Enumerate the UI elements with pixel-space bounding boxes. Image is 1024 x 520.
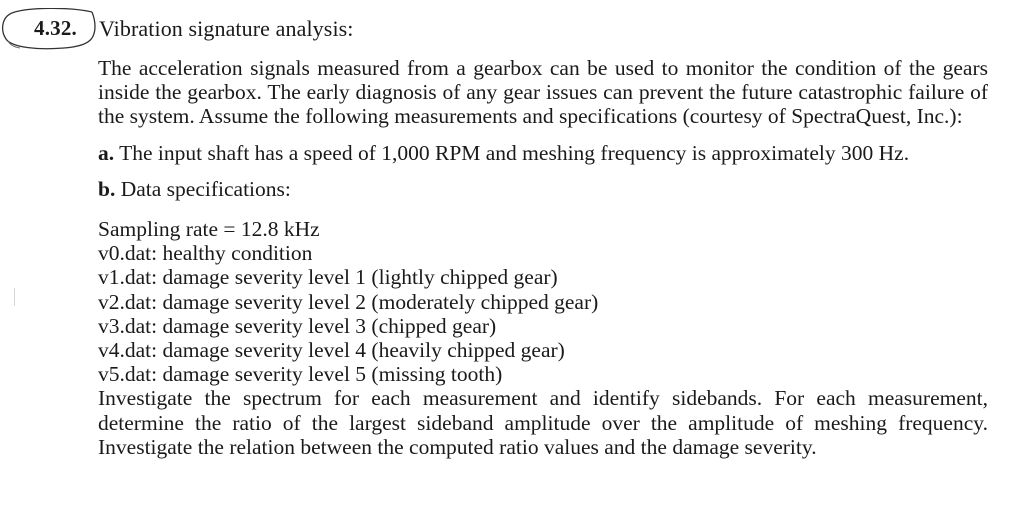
item-b-label: b. <box>98 176 116 201</box>
item-b <box>98 177 988 201</box>
spec-v1: v1.dat: damage severity level 1 (lightly chipped gear) <box>98 265 558 290</box>
margin-mark <box>14 288 15 306</box>
spec-v4: v4.dat: damage severity level 4 (heavily chipped gear) <box>98 338 565 363</box>
problem-number-badge <box>0 8 92 48</box>
item-a-text: The input shaft has a speed of 1,000 RPM and meshing frequency is approximately 300 Hz. <box>119 140 910 165</box>
problem-number: 4.32. <box>34 16 77 40</box>
item-a <box>98 141 988 165</box>
item-a-label: a. <box>98 140 115 165</box>
closing-paragraph: Investigate the spectrum for each measurement and identify sidebands. For each measurement, determine the ratio of the largest sideband amplitude over the amplitude of meshing frequency. Investigate the relation between the computed ratio values and the damage severity. <box>98 386 988 459</box>
data-specifications <box>98 217 988 386</box>
spec-v0: v0.dat: healthy condition <box>98 241 313 266</box>
spec-v2: v2.dat: damage severity level 2 (moderately chipped gear) <box>98 289 599 314</box>
intro-paragraph: The acceleration signals measured from a gearbox can be used to monitor the condition of the gears inside the gearbox. The early diagnosis of any gear issues can prevent the future catastrophic failure of the system. Assume the following measurements and specifications (courtesy of SpectraQuest, Inc.): <box>98 56 988 129</box>
problem-title: Vibration signature analysis: <box>99 16 354 41</box>
spec-v5: v5.dat: damage severity level 5 (missing tooth) <box>98 362 503 387</box>
spec-v3: v3.dat: damage severity level 3 (chipped gear) <box>98 313 497 338</box>
spec-sampling-rate: Sampling rate = 12.8 kHz <box>98 217 320 242</box>
item-b-text: Data specifications: <box>120 176 291 201</box>
problem-header <box>0 8 1000 48</box>
problem-body <box>98 56 988 459</box>
